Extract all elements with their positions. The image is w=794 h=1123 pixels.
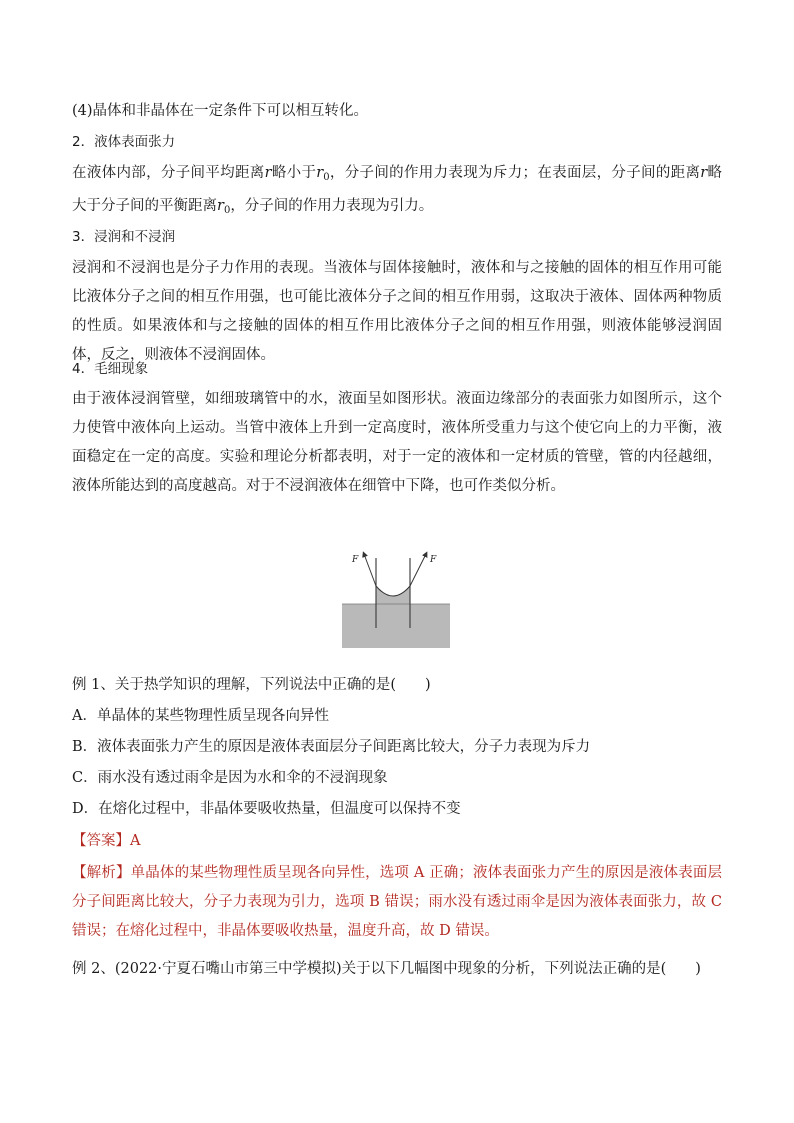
wetting-paragraph: 浸润和不浸润也是分子力作用的表现。当液体与固体接触时，液体和与之接触的固体的相互作用可能比液体分子之间的相互作用强，也可能比液体分子之间的相互作用弱，这取决于液体、固体两种物质的性质。如果液体和与之接触的固体的相互作用比液体分子之间的相互作用强，则液体能够浸润固体，反之，则液体不浸润固体。 [72, 260, 722, 363]
heading-capillary: 4．毛细现象 [72, 361, 149, 377]
capillary-paragraph: 由于液体浸润管壁，如细玻璃管中的水，液面呈如图形状。液面边缘部分的表面张力如图所示，这个力使管中液体向上运动。当管中液体上升到一定高度时，液体所受重力与这个使它向上的力平衡，液面稳定在一定的高度。实验和理论分析都表明，对于一定的液体和一定材质的管壁，管的内径越细，液体所能达到的高度越高。对于不浸润液体在细管中下降，也可作类似分析。 [72, 391, 722, 494]
force-arrow-left [364, 554, 376, 586]
force-arrow-right [410, 554, 426, 586]
example1-answer [72, 830, 140, 852]
force-label-left: F [352, 555, 359, 565]
example1-option-a: A．单晶体的某些物理性质呈现各向异性 [72, 708, 329, 724]
example1-question: 例 1、关于热学知识的理解，下列说法中正确的是( ) [72, 677, 431, 693]
analysis-text: 单晶体的某些物理性质呈现各向异性，选项 A 正确；液体表面张力产生的原因是液体表面层分子间距离比较大，分子力表现为引力，选项 B 错误；雨水没有透过雨伞是因为液体表面张力，故 C 错误；在熔化过程中，非晶体要吸收热量，温度升高，故 D 错误。 [72, 865, 723, 939]
answer-label: 【答案】 [72, 833, 130, 849]
capillary-figure [340, 548, 452, 656]
point-4-text: (4)晶体和非晶体在一定条件下可以相互转化。 [72, 103, 369, 119]
capillary-diagram [340, 548, 452, 656]
surface-tension-paragraph: 在液体内部，分子间平均距离r略小于$r_0$，分子间的作用力表现为斥力；在表面层，分子间的距离r略大于分子间的平衡距离$r_0$，分子间的作用力表现为引力。 [72, 165, 723, 216]
heading-wetting: 3．浸润和不浸润 [72, 229, 176, 245]
example1-option-c: C．雨水没有透过雨伞是因为水和伞的不浸润现象 [72, 770, 388, 786]
example2-question: 例 2、(2022·宁夏石嘴山市第三中学模拟)关于以下几幅图中现象的分析，下列说法正确的是( ) [72, 961, 701, 977]
answer-value: A [130, 833, 141, 849]
example1-option-d: D．在熔化过程中，非晶体要吸收热量，但温度可以保持不变 [72, 801, 461, 817]
example1-analysis [72, 859, 722, 946]
heading-surface-tension: 2．液体表面张力 [72, 134, 176, 150]
analysis-label: 【解析】 [72, 865, 131, 881]
example1-option-b: B．液体表面张力产生的原因是液体表面层分子间距离比较大，分子力表现为斥力 [72, 739, 591, 755]
force-label-right: F [430, 555, 437, 565]
